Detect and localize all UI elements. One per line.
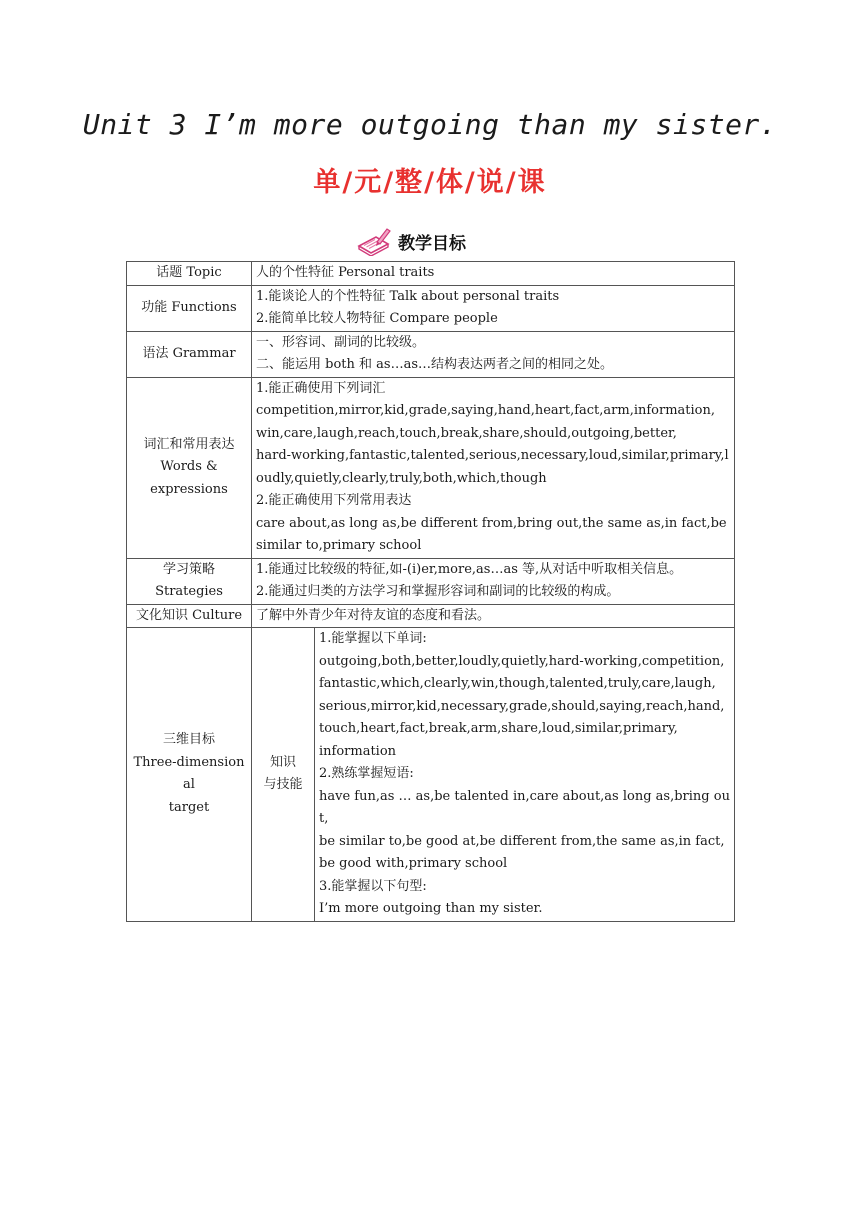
label-line: 三维目标 bbox=[162, 732, 215, 748]
row-label bbox=[127, 558, 252, 604]
teaching-goals-table bbox=[126, 261, 735, 922]
content-line: 1.能通过比较级的特征,如-(i)er,more,as…as 等,从对话中听取相关信息。 bbox=[256, 561, 683, 577]
label-line: Strategies bbox=[155, 584, 223, 599]
content-line: care about,as long as,be different from,bring out,the same as,in fact,be similar to,primary school bbox=[256, 515, 727, 553]
notebook-pen-icon bbox=[356, 226, 392, 256]
content-line: 2.能正确使用下列常用表达 bbox=[256, 493, 412, 508]
label-line: 学习策略 bbox=[162, 561, 215, 577]
content-line: 3.能掌握以下句型: bbox=[319, 878, 427, 894]
row-label bbox=[127, 604, 252, 628]
content-line: 2.能简单比较人物特征 Compare people bbox=[256, 311, 498, 326]
page-subtitle: 单/元/整/体/说/课 bbox=[313, 167, 547, 198]
sub-label bbox=[252, 628, 315, 922]
content-line: touch,heart,fact,break,arm,share,loud,similar,primary, bbox=[319, 721, 678, 736]
row-content bbox=[252, 331, 735, 377]
row-content bbox=[252, 377, 735, 558]
content-line: 一、形容词、副词的比较级。 bbox=[256, 334, 426, 350]
row-label bbox=[127, 285, 252, 331]
row-content bbox=[252, 558, 735, 604]
label-line: target bbox=[168, 799, 210, 815]
table-row bbox=[127, 285, 735, 331]
content-line: 1.能正确使用下列词汇 bbox=[256, 380, 386, 396]
content-line: have fun,as … as,be talented in,care about,as long as,bring out, bbox=[319, 788, 730, 826]
row-label bbox=[127, 331, 252, 377]
row-content bbox=[252, 262, 735, 286]
content-line: I’m more outgoing than my sister. bbox=[319, 901, 543, 916]
row-content bbox=[252, 285, 735, 331]
table-row bbox=[127, 377, 735, 558]
table-row bbox=[127, 262, 735, 286]
section-title: 教学目标 bbox=[398, 233, 466, 254]
sub-label-line: 知识 bbox=[269, 754, 296, 770]
sub-label-line: 与技能 bbox=[263, 777, 303, 793]
label-line: 功能 Functions bbox=[141, 299, 237, 315]
row-label bbox=[127, 262, 252, 286]
content-line: 了解中外青少年对待友谊的态度和看法。 bbox=[256, 607, 491, 623]
content-line: 2.熟练掌握短语: bbox=[319, 766, 414, 781]
label-line: expressions bbox=[150, 481, 228, 497]
content-line: win,care,laugh,reach,touch,break,share,should,outgoing,better, bbox=[256, 425, 677, 441]
label-line: Words & bbox=[160, 459, 218, 475]
section-header bbox=[356, 224, 466, 258]
page-title: Unit 3 I’m more outgoing than my sister. bbox=[82, 108, 778, 141]
label-line: 话题 Topic bbox=[156, 265, 222, 280]
content-line: 人的个性特征 Personal traits bbox=[256, 265, 435, 280]
content-line: 1.能掌握以下单词: bbox=[319, 631, 427, 646]
content-line: fantastic,which,clearly,win,though,talented,truly,care,laugh, bbox=[319, 676, 716, 691]
content-line: 2.能通过归类的方法学习和掌握形容词和副词的比较级的构成。 bbox=[256, 584, 620, 599]
content-line: serious,mirror,kid,necessary,grade,should,saying,reach,hand, bbox=[319, 698, 725, 714]
row-content bbox=[315, 628, 735, 922]
label-line: 词汇和常用表达 bbox=[143, 436, 235, 452]
content-line: be similar to,be good at,be different from,the same as,in fact, bbox=[319, 833, 725, 849]
content-line: 二、能运用 both 和 as…as…结构表达两者之间的相同之处。 bbox=[256, 357, 613, 372]
label-line: Three-dimensional bbox=[133, 754, 245, 793]
table-row bbox=[127, 558, 735, 604]
label-line: 文化知识 Culture bbox=[135, 607, 243, 623]
content-line: 1.能谈论人的个性特征 Talk about personal traits bbox=[256, 288, 560, 304]
row-label bbox=[127, 377, 252, 558]
table-row bbox=[127, 331, 735, 377]
table-row bbox=[127, 604, 735, 628]
label-line: 语法 Grammar bbox=[142, 345, 236, 361]
row-content bbox=[252, 604, 735, 628]
row-label bbox=[127, 628, 252, 922]
content-line: outgoing,both,better,loudly,quietly,hard-working,competition, bbox=[319, 653, 725, 669]
content-line: information bbox=[319, 743, 397, 759]
content-line: competition,mirror,kid,grade,saying,hand,heart,fact,arm,information, bbox=[256, 403, 716, 418]
table-row bbox=[127, 628, 735, 922]
content-line: be good with,primary school bbox=[319, 856, 508, 871]
content-line: hard-working,fantastic,talented,serious,necessary,loud,similar,primary,loudly,quietly,clearly,truly,both,which,though bbox=[256, 448, 729, 486]
